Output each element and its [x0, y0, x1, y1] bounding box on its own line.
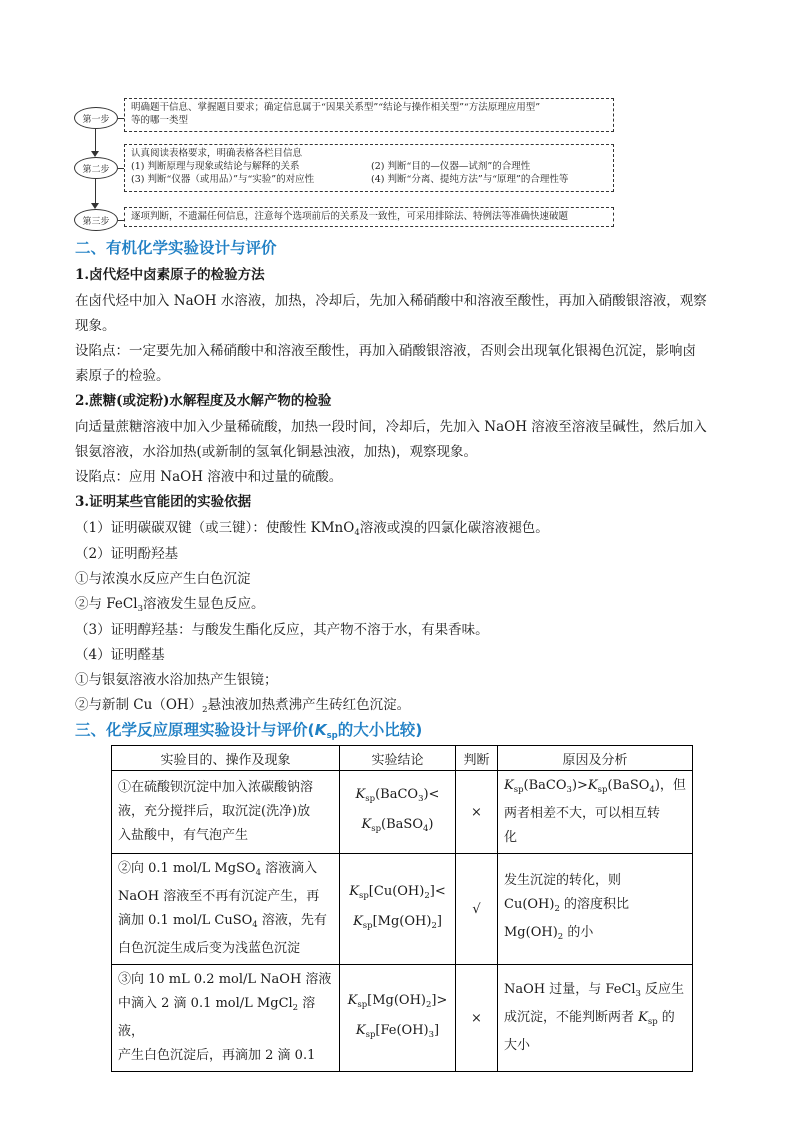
flow-arrow-line	[95, 179, 96, 204]
paragraph-line: 在卤代烃中加入 NaOH 水溶液，加热，冷却后，先加入稀硝酸中和溶液至酸性，再加入硝酸银溶液，观察	[75, 293, 707, 309]
table-header: 实验结论	[340, 746, 456, 771]
flowchart	[74, 98, 614, 226]
step-3-text-line: 逐项判断，不遗漏任何信息，注意每个选项前后的关系及一致性，可采用排除法、特例法等准确快速破题	[131, 211, 569, 222]
analysis-line: 成沉淀，不能判断两者 $K_{sp}$ 的	[504, 1010, 675, 1027]
op-line: 液，充分搅拌后，取沉淀(洗净)放	[118, 804, 311, 819]
analysis-line: $Mg(OH)_2$ 的小	[504, 925, 594, 942]
paragraph-line: ②与 FeCl$_3$溶液发生显色反应。	[75, 596, 265, 614]
paragraph-line: 素原子的检验。	[75, 368, 170, 384]
op-line: ②向 0.1 mol/L MgSO$_4$ 溶液滴入	[118, 861, 318, 878]
ksp-comparison-table	[111, 745, 693, 1072]
step-2-label: 第二步	[74, 157, 118, 179]
judgement: ×	[456, 965, 498, 1072]
section-2-title: 二、有机化学实验设计与评价	[75, 239, 277, 257]
op-line: 中滴入 2 滴 0.1 mol/L MgCl$_2$ 溶液，	[118, 996, 316, 1039]
step-1-box	[124, 98, 614, 132]
paragraph-line: （2）证明酚羟基	[75, 546, 179, 562]
paragraph-line: ①与银氨溶液水浴加热产生银镜；	[75, 672, 278, 688]
paragraph-line: （1）证明碳碳双键（或三键）：使酸性 KMnO$_4$溶液或溴的四氯化碳溶液褪色。	[75, 520, 549, 538]
step-2-text-line: 认真阅读表格要求，明确表格各栏目信息	[131, 148, 303, 159]
op-line: 产生白色沉淀后，再滴加 2 滴 0.1	[118, 1048, 316, 1063]
paragraph-line: 向适量蔗糖溶液中加入少量稀硫酸，加热一段时间，冷却后，先加入 NaOH 溶液至溶液呈碱性，然后加入	[75, 419, 707, 435]
op-line: ③向 10 mL 0.2 mol/L NaOH 溶液	[118, 972, 332, 987]
table-row	[112, 965, 693, 1072]
step-3-label: 第三步	[74, 209, 118, 231]
table-header: 判断	[456, 746, 498, 771]
flow-arrow-line	[95, 129, 96, 152]
paragraph-line: （3）证明醇羟基：与酸发生酯化反应，其产物不溶于水，有果香味。	[75, 622, 489, 638]
paragraph-line: ②与新制 $Cu(OH)_2$悬浊液加热煮沸产生砖红色沉淀。	[75, 697, 411, 715]
conclusion-line: $K_{sp}(BaCO_3)<$	[355, 787, 440, 804]
step-1-text-line: 等的哪一类型	[131, 115, 189, 126]
step-2-item: (1) 判断原理与现象或结论与解释的关系	[131, 161, 300, 172]
op-line: 入盐酸中，有气泡产生	[118, 828, 249, 843]
analysis-line: 发生沉淀的转化，则	[504, 873, 622, 888]
subsection-2-title: 2.蔗糖(或淀粉)水解程度及水解产物的检验	[75, 393, 332, 409]
paragraph-line: 设陷点：应用 NaOH 溶液中和过量的硫酸。	[75, 469, 343, 485]
op-line: NaOH 溶液至不再有沉淀产生，再	[118, 889, 320, 904]
op-line: ①在硫酸钡沉淀中加入浓碳酸钠溶	[118, 780, 314, 795]
op-line: 滴加 0.1 mol/L CuSO$_4$ 溶液，先有	[118, 913, 327, 930]
conclusion-line: $K_{sp}[Mg(OH)_2]>$	[347, 993, 448, 1010]
step-2-box	[124, 144, 614, 192]
step-1-label: 第一步	[74, 107, 118, 129]
table-header: 原因及分析	[498, 746, 693, 771]
conclusion-line: $K_{sp}[Fe(OH)_3]$	[355, 1023, 440, 1040]
analysis-line: 大小	[504, 1038, 531, 1053]
paragraph-line: 现象。	[75, 318, 116, 334]
section-3-title: 三、化学反应原理实验设计与评价($K_{sp}$的大小比较)	[75, 721, 423, 741]
paragraph-line: 设陷点：一定要先加入稀硝酸中和溶液至酸性，再加入硝酸银溶液，否则会出现氧化银褐色沉淀，影响卤	[75, 343, 696, 359]
step-2-item: (4) 判断“分离、提纯方法”与“原理”的合理性等	[371, 174, 569, 185]
conclusion-line: $K_{sp}[Cu(OH)_2]<$	[349, 884, 446, 901]
analysis-line: 化	[504, 830, 518, 845]
step-2-item: (2) 判断“目的—仪器—试剂”的合理性	[371, 161, 531, 172]
analysis-line: $K_{sp}(BaCO_3)>K_{sp}(BaSO_4)$，但	[504, 778, 686, 795]
step-1-text-line: 明确题干信息、掌握题目要求；确定信息属于“因果关系型”“结论与操作相关型”“方法原理应用型”	[131, 102, 541, 113]
judgement: √	[456, 854, 498, 965]
op-line: 白色沉淀生成后变为浅蓝色沉淀	[118, 941, 301, 956]
paragraph-line: ①与浓溴水反应产生白色沉淀	[75, 571, 251, 587]
paragraph-line: 银氨溶液，水浴加热(或新制的氢氧化铜悬浊液，加热)，观察现象。	[75, 444, 478, 460]
conclusion-line: $K_{sp}[Mg(OH)_2]$	[353, 914, 442, 931]
table-row	[112, 854, 693, 965]
subsection-3-title: 3.证明某些官能团的实验依据	[75, 494, 252, 510]
analysis-line: 两者相差不大，可以相互转	[504, 806, 661, 821]
step-2-item: (3) 判断“仪器（或用品）”与“实验”的对应性	[131, 174, 315, 185]
judgement: ×	[456, 771, 498, 854]
step-3-box	[124, 207, 614, 227]
table-header: 实验目的、操作及现象	[112, 746, 340, 771]
subsection-1-title: 1.卤代烃中卤素原子的检验方法	[75, 267, 265, 283]
analysis-line: $Cu(OH)_2$ 的溶度积比	[504, 897, 630, 914]
table-header-row	[112, 746, 693, 771]
paragraph-line: （4）证明醛基	[75, 647, 165, 663]
table-row	[112, 771, 693, 854]
analysis-line: NaOH 过量，与 FeCl$_3$ 反应生	[504, 982, 685, 999]
conclusion-line: $K_{sp}(BaSO_4)$	[361, 817, 434, 834]
